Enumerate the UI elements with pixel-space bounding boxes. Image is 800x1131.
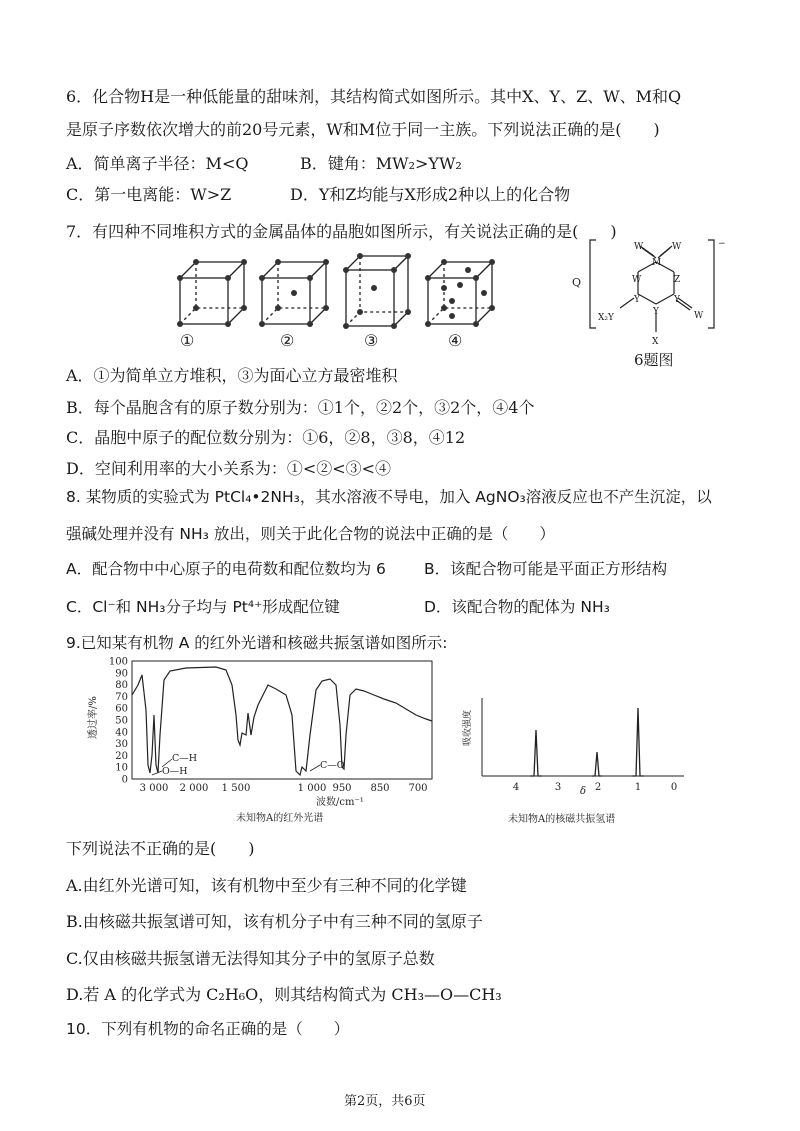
q6-option-c: C．第一电离能：W>Z <box>66 185 232 204</box>
ir-y-tick: 100 <box>108 656 128 668</box>
ir-y-tick: 90 <box>115 668 128 680</box>
q7-unit-cells-figure <box>160 248 520 348</box>
ir-y-tick: 50 <box>115 715 128 727</box>
q6-option-a: A．简单离子半径：M<Q <box>66 154 249 173</box>
q8-stem-line1: 8. 某物质的实验式为 PtCl₄•2NH₃，其水溶液不导电，加入 AgNO₃溶液反应也不产生沉淀，以 <box>66 488 712 506</box>
ir-y-tick: 10 <box>115 762 128 774</box>
ir-x-tick: 700 <box>408 783 428 794</box>
q9-sub-stem: 下列说法不正确的是( ) <box>66 839 255 858</box>
ir-y-tick: 20 <box>115 750 128 762</box>
ir-caption: 未知物A的红外光谱 <box>236 813 324 824</box>
q8-stem-line2: 强碱处理并没有 NH₃ 放出，则关于此化合物的说法中正确的是（ ） <box>66 525 555 543</box>
struct-atom-Y-bottom: Y <box>653 307 659 317</box>
struct-charge: − <box>718 239 726 249</box>
ir-annotation-co: C—O <box>320 760 345 771</box>
ir-y-tick: 70 <box>115 691 128 703</box>
ir-annotation-oh: O—H <box>162 766 188 777</box>
struct-atom-M: M <box>652 258 662 268</box>
q6-stem-line2: 是原子序数依次增大的前20号元素，W和M位于同一主族。下列说法正确的是( ) <box>66 120 660 139</box>
ir-x-tick: 2 000 <box>179 783 209 794</box>
ir-y-tick: 40 <box>115 727 128 739</box>
nmr-x-axis-label: δ <box>580 786 587 797</box>
ir-y-tick: 60 <box>115 703 128 715</box>
struct-atom-Y-left: Y <box>634 295 640 305</box>
q9-stem: 9.已知某有机物 A 的红外光谱和核磁共振氢谱如图所示: <box>66 634 448 652</box>
nmr-x-tick: 1 <box>634 782 642 793</box>
q7-cell-label-1: ① <box>180 331 195 350</box>
nmr-x-tick: 4 <box>512 782 520 793</box>
q8-option-d: D．该配合物的配体为 NH₃ <box>424 598 610 616</box>
nmr-caption: 未知物A的核磁共振氢谱 <box>508 814 616 825</box>
nmr-peak-2 <box>592 752 602 776</box>
ir-x-tick: 950 <box>332 783 352 794</box>
ir-y-tick: 30 <box>115 739 128 751</box>
nmr-x-tick: 3 <box>554 782 562 793</box>
nmr-y-axis-label: 吸收强度 <box>463 709 473 746</box>
ir-annotation-ch: C—H <box>172 753 198 764</box>
ir-x-tick: 850 <box>370 783 390 794</box>
q9-option-a: A.由红外光谱可知，该有机物中至少有三种不同的化学键 <box>66 876 467 895</box>
struct-group-X2Y: X₂Y <box>598 313 614 323</box>
q7-stem: 7．有四种不同堆积方式的金属晶体的晶胞如图所示，有关说法正确的是( ) <box>66 222 617 241</box>
ir-y-tick: 80 <box>115 680 128 692</box>
struct-atom-W-ring: W <box>632 275 642 285</box>
nmr-x-tick: 2 <box>594 782 602 793</box>
q7-cell-label-4: ④ <box>448 331 463 350</box>
unit-cell-1 <box>180 262 244 324</box>
nmr-peak-3 <box>632 708 644 776</box>
struct-atom-W-right: W <box>672 242 682 252</box>
q6-option-b: B．键角：MW₂>YW₂ <box>300 154 462 173</box>
q9-option-c: C.仅由核磁共振氢谱无法得知其分子中的氢原子总数 <box>66 949 435 968</box>
q8-option-a: A．配合物中中心原子的电荷数和配位数均为 6 <box>66 560 386 578</box>
struct-atom-Y-right: Y <box>674 295 680 305</box>
struct-counter-ion-Q: Q <box>572 276 582 289</box>
struct-atom-W-double: W <box>694 311 704 321</box>
ir-spectrum-chart <box>86 655 442 831</box>
page-footer: 第2页，共6页 <box>344 1094 426 1109</box>
ir-y-axis-label: 透过率/% <box>88 696 99 739</box>
ir-x-axis-label: 波数/cm⁻¹ <box>316 797 364 808</box>
ir-x-tick: 3 000 <box>139 783 169 794</box>
q7-option-d: D．空间利用率的大小关系为：①<②<③<④ <box>66 459 392 478</box>
q8-option-c: C．Cl⁻和 NH₃分子均与 Pt⁴⁺形成配位键 <box>66 598 340 616</box>
q9-option-b: B.由核磁共振氢谱可知，该有机分子中有三种不同的氢原子 <box>66 912 483 931</box>
q7-option-b: B．每个晶胞含有的原子数分别为：①1个，②2个，③2个，④4个 <box>66 398 535 417</box>
struct-atom-W-left: W <box>634 242 644 252</box>
q7-cell-label-3: ③ <box>364 331 379 350</box>
q6-structure-figure <box>560 236 730 366</box>
nmr-spectrum-chart <box>458 690 690 830</box>
ir-x-tick: 1 500 <box>221 783 251 794</box>
q8-option-b: B．该配合物可能是平面正方形结构 <box>424 560 668 578</box>
nmr-peak-1 <box>530 730 542 776</box>
q6-figure-caption: 6题图 <box>634 351 674 369</box>
struct-atom-Z: Z <box>674 275 681 285</box>
q6-option-d: D．Y和Z均能与X形成2种以上的化合物 <box>290 185 571 204</box>
struct-atom-X: X <box>652 337 659 347</box>
ir-x-tick: 1 000 <box>297 783 327 794</box>
ir-y-tick: 0 <box>121 774 128 786</box>
q7-option-c: C．晶胞中原子的配位数分别为：①6，②8，③8，④12 <box>66 428 466 447</box>
q7-cell-label-2: ② <box>280 331 295 350</box>
q9-option-d: D.若 A 的化学式为 C₂H₆O，则其结构简式为 CH₃—O—CH₃ <box>66 985 502 1004</box>
unit-cell-3 <box>346 256 408 326</box>
nmr-x-tick: 0 <box>670 782 678 793</box>
q6-stem-line1: 6．化合物H是一种低能量的甜味剂，其结构简式如图所示。其中X、Y、Z、W、M和Q <box>66 87 682 106</box>
q10-stem: 10．下列有机物的命名正确的是（ ） <box>66 1020 350 1038</box>
q7-option-a: A．①为简单立方堆积，③为面心立方最密堆积 <box>66 366 398 385</box>
